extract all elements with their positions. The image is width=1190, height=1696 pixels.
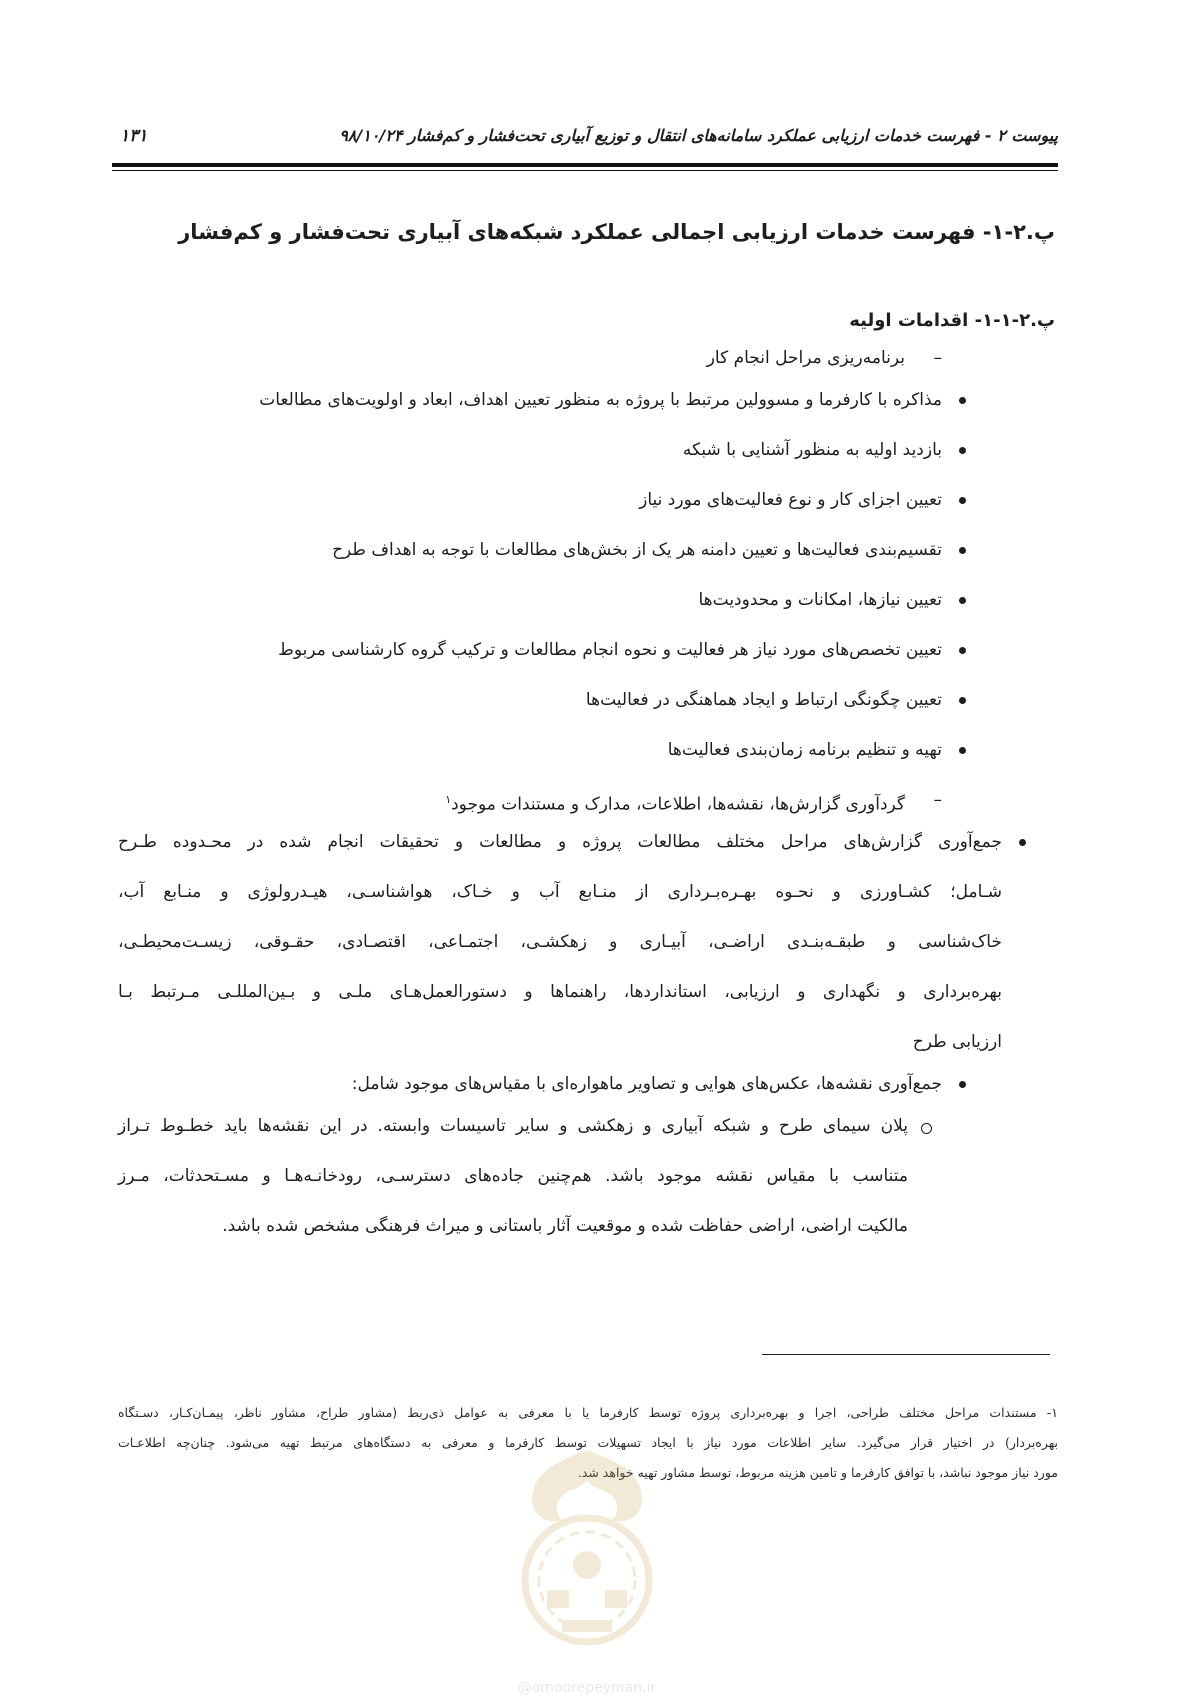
paragraph-line: بهره‌برداری و نگهداری و ارزیابی، استانداردها، راهنماها و دستورالعمل‌هـای ملـی و بـین‌المللـی مـرتبط بـا xyxy=(118,982,1002,1002)
header-rule-thick xyxy=(112,163,1058,167)
bullet-dot xyxy=(959,497,966,504)
sub-item-line: پلان سیمای طرح و شبکه آبیاری و زهکشی و سایر تاسیسات وابسته. در این نقشه‌ها باید خطـوط تـراز xyxy=(118,1116,908,1136)
header-title: پیوست ۲ - فهرست خدمات ارزیابی عملکرد سامانه‌های انتقال و توزیع آبیاری تحت‌فشار و کم‌فشار ۹۸/۱۰/۲۴ xyxy=(339,126,1058,145)
paragraph-line: ارزیابی طرح xyxy=(912,1032,1002,1052)
bullet-dot xyxy=(959,747,966,754)
footnote-line: بهره‌بردار) در اختیار قرار می‌گیرد. سایر اطلاعات مورد نیاز با ایجاد تسهیلات توسط کارفرما و معرفی به دستگاه‌های مرتبط تهیه می‌شود. چنان‌چه اطلاعـات xyxy=(118,1435,1058,1450)
dash-item-collection-text: گردآوری گزارش‌ها، نقشه‌ها، اطلاعات، مدارک و مستندات موجود xyxy=(451,794,905,815)
bullet-dot xyxy=(959,547,966,554)
list-item: تعیین چگونگی ارتباط و ایجاد هماهنگی در فعالیت‌ها xyxy=(585,690,942,710)
page-number: ۱۳۱ xyxy=(120,126,148,146)
paragraph-line: جمع‌آوری گزارش‌های مراحل مختلف مطالعات پروژه و مطالعات و تحقیقات انجام شده در محـدوده طـرح xyxy=(118,832,1002,852)
page-header xyxy=(112,126,1058,150)
dash-item-collection xyxy=(445,788,905,817)
list-item: جمع‌آوری نقشه‌ها، عکس‌های هوایی و تصاویر ماهواره‌ای با مقیاس‌های موجود شامل: xyxy=(351,1074,942,1094)
dash-marker: – xyxy=(933,348,942,368)
sub-item-line: مالکیت اراضی، اراضی حفاظت شده و موقعیت آثار باستانی و میراث فرهنگی مشخص شده باشد. xyxy=(222,1216,908,1236)
footnote-line: ۱- مستندات مراحل مختلف طراحی، اجرا و بهره‌برداری پروژه توسط کارفرما یا با معرفی به عوامل ذی‌ربط (مشاور طراح، مشاور ناظر، پیمـان‌کـار، دسـتگاه xyxy=(118,1405,1058,1420)
footnote-reference: ۱ xyxy=(445,793,452,806)
list-item: تعیین تخصص‌های مورد نیاز هر فعالیت و نحوه انجام مطالعات و ترکیب گروه کارشناسی مربوط xyxy=(278,640,942,660)
list-item: تقسیم‌بندی فعالیت‌ها و تعیین دامنه هر یک از بخش‌های مطالعات با توجه به اهداف طرح xyxy=(332,540,942,560)
section-heading: پ.۲-۱- فهرست خدمات ارزیابی اجمالی عملکرد شبکه‌های آبیاری تحت‌فشار و کم‌فشار xyxy=(178,220,1055,244)
bullet-dot xyxy=(959,397,966,404)
dash-item-planning: برنامه‌ریزی مراحل انجام کار xyxy=(706,348,905,368)
bullet-dot xyxy=(1019,839,1026,846)
bullet-dot xyxy=(959,597,966,604)
list-item: مذاکره با کارفرما و مسوولین مرتبط با پروژه به منظور تعیین اهداف، ابعاد و اولویت‌های مطالعات xyxy=(259,390,942,410)
list-item: تعیین نیازها، امکانات و محدودیت‌ها xyxy=(698,590,942,610)
list-item: تهیه و تنظیم برنامه زمان‌بندی فعالیت‌ها xyxy=(667,740,942,760)
bullet-dot xyxy=(959,447,966,454)
footnote-rule xyxy=(762,1354,1050,1355)
list-item: تعیین اجزای کار و نوع فعالیت‌های مورد نیاز xyxy=(639,490,942,510)
dash-marker: – xyxy=(933,790,942,810)
subsection-heading: پ.۲-۱-۱- اقدامات اولیه xyxy=(849,310,1055,331)
paragraph-line: شـامل؛ کشـاورزی و نحـوه بهـره‌بـرداری از منـابع آب و خـاک، هواشناسـی، هیـدرولوژی و منـابع آب، xyxy=(118,882,1002,902)
watermark xyxy=(492,1440,682,1696)
emblem-watermark-icon xyxy=(492,1440,682,1660)
bullet-dot xyxy=(959,1081,966,1088)
header-rule-thin xyxy=(112,170,1058,171)
list-item: بازدید اولیه به منظور آشنایی با شبکه xyxy=(682,440,942,460)
paragraph-line: خاک‌شناسی و طبقـه‌بنـدی اراضـی، آبیـاری و زهکشـی، اجتمـاعی، اقتصـادی، حقـوقی، زیسـت‌محیطـی، xyxy=(118,932,1002,952)
watermark-text: @omoorepeyman.ir xyxy=(517,1680,657,1696)
sub-bullet-circle xyxy=(921,1123,932,1134)
footnote-line: مورد نیاز موجود نباشد، با توافق کارفرما و تامین هزینه مربوط، توسط مشاور تهیه خواهد شد. xyxy=(577,1465,1058,1480)
bullet-dot xyxy=(959,647,966,654)
bullet-dot xyxy=(959,697,966,704)
sub-item-line: متناسب با مقیاس نقشه موجود باشد. هم‌چنین جاده‌های دسترسـی، رودخانـه‌هـا و مسـتحدثات، مـرز xyxy=(118,1166,908,1186)
